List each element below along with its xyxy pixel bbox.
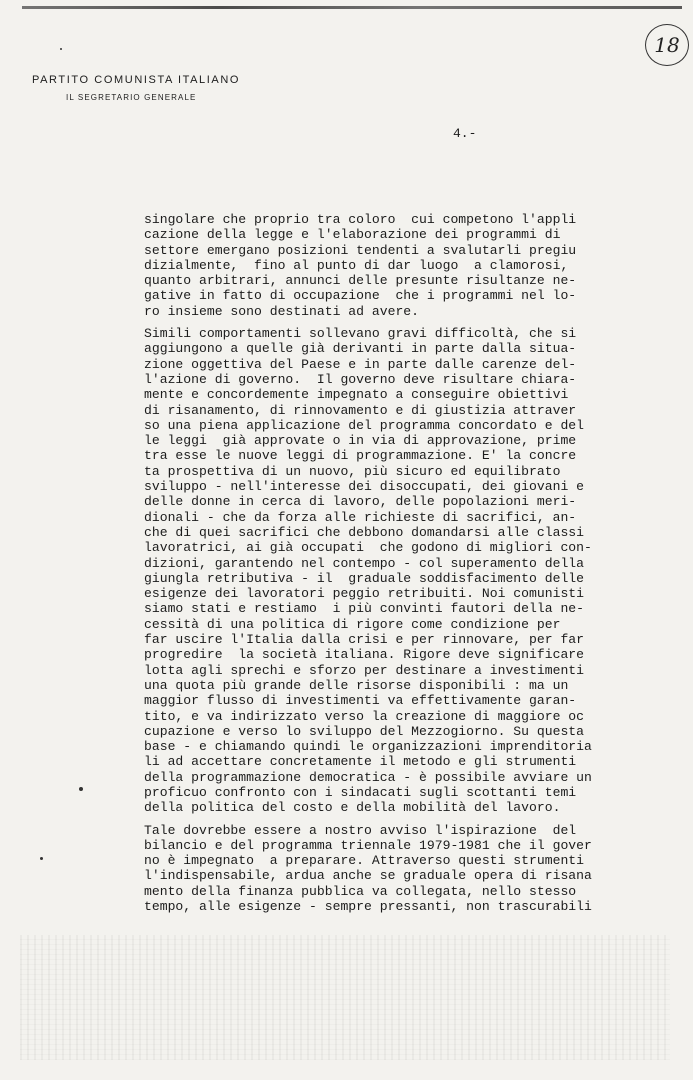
- text-line: maggior flusso di investimenti va effettivamente garan-: [144, 693, 577, 709]
- text-line: gative in fatto di occupazione che i programmi nel lo-: [144, 288, 577, 304]
- text-line: settore emergano posizioni tendenti a svalutarli pregiu: [144, 242, 577, 258]
- text-line: no è impegnato a preparare. Attraverso questi strumenti: [144, 853, 585, 869]
- text-line: cessità di una politica di rigore come condizione per: [144, 616, 561, 632]
- page-stamp: [645, 24, 689, 66]
- text-line: proficuo confronto con i sindacati sugli scottanti temi: [144, 784, 577, 800]
- text-line: lavoratrici, ai già occupati che godono di migliori con-: [144, 540, 592, 556]
- text-line: esigenze dei lavoratori peggio retribuiti. Noi comunisti: [144, 586, 585, 602]
- text-line: mento della finanza pubblica va collegata, nello stesso: [144, 883, 577, 899]
- text-line: ro insieme sono destinati ad avere.: [144, 303, 420, 319]
- body-paragraph: [144, 326, 614, 816]
- text-line: della politica del costo e della mobilità del lavoro.: [144, 800, 561, 816]
- text-line: le leggi già approvate o in via di approvazione, prime: [144, 433, 577, 449]
- scan-speck: [60, 48, 62, 50]
- text-line: li ad accettare concretamente il metodo e gli strumenti: [144, 754, 577, 770]
- text-line: dizialmente, fino al punto di dar luogo a clamorosi,: [144, 257, 569, 273]
- text-line: dizioni, garantendo nel contempo - col superamento della: [144, 555, 585, 571]
- text-line: progredire la società italiana. Rigore deve significare: [144, 647, 585, 663]
- text-line: base - e chiamando quindi le organizzazioni imprenditoria: [144, 739, 592, 755]
- scan-speck: [79, 787, 83, 791]
- text-line: Tale dovrebbe essere a nostro avviso l'ispirazione del: [144, 822, 577, 838]
- text-line: siamo stati e restiamo i più convinti fautori della ne-: [144, 601, 585, 617]
- text-line: cazione della legge e l'elaborazione dei programmi di: [144, 227, 561, 243]
- text-line: far uscire l'Italia dalla crisi e per rinnovare, per far: [144, 632, 585, 648]
- body-paragraph: [144, 823, 614, 915]
- text-line: lotta agli sprechi e sforzo per destinare a investimenti: [144, 662, 585, 678]
- scan-noise-band: [20, 935, 670, 1060]
- text-line: so una piena applicazione del programma concordato e del: [144, 417, 585, 433]
- text-line: l'azione di governo. Il governo deve risultare chiara-: [144, 371, 577, 387]
- text-line: l'indispensabile, ardua anche se graduale opera di risana: [144, 868, 592, 884]
- body-paragraph: [144, 212, 614, 319]
- page-stamp-number: 18: [654, 33, 680, 57]
- text-line: aggiungono a quelle già derivanti in parte dalla situa-: [144, 341, 577, 357]
- text-line: delle donne in cerca di lavoro, delle popolazioni meri-: [144, 494, 577, 510]
- page-number: 4.-: [453, 126, 477, 141]
- text-line: di risanamento, di rinnovamento e di giustizia attraver: [144, 402, 577, 418]
- text-line: della programmazione democratica - è possibile avviare un: [144, 769, 592, 785]
- text-line: tempo, alle esigenze - sempre pressanti, non trascurabili: [144, 899, 592, 915]
- text-line: tra esse le nuove leggi di programmazione. E' la concre: [144, 448, 577, 464]
- text-line: bilancio e del programma triennale 1979-1981 che il gover: [144, 837, 592, 853]
- text-line: ta prospettiva di un nuovo, più sicuro ed equilibrato: [144, 463, 561, 479]
- text-line: Simili comportamenti sollevano gravi difficoltà, che si: [144, 326, 577, 342]
- text-line: cupazione e verso lo sviluppo del Mezzogiorno. Su questa: [144, 723, 585, 739]
- scan-top-rule: [22, 6, 682, 9]
- text-line: sviluppo - nell'interesse dei disoccupati, dei giovani e: [144, 479, 585, 495]
- scan-speck: [40, 857, 43, 860]
- letterhead: [32, 73, 240, 103]
- text-line: dionali - che da forza alle richieste di sacrifici, an-: [144, 509, 577, 525]
- text-line: una quota più grande delle risorse disponibili : ma un: [144, 677, 569, 693]
- letterhead-party: PARTITO COMUNISTA ITALIANO: [32, 74, 241, 86]
- text-line: che di quei sacrifici che debbono domandarsi alle classi: [144, 524, 585, 540]
- text-line: tito, e va indirizzato verso la creazione di maggiore oc: [144, 708, 585, 724]
- letter-body: [144, 212, 614, 914]
- text-line: quanto arbitrari, annunci delle presunte risultanze ne-: [144, 273, 577, 289]
- text-line: mente e concordemente impegnato a conseguire obiettivi: [144, 387, 569, 403]
- text-line: singolare che proprio tra coloro cui competono l'appli: [144, 212, 577, 227]
- text-line: zione oggettiva del Paese e in parte dalle carenze del-: [144, 356, 577, 372]
- letterhead-role: IL SEGRETARIO GENERALE: [66, 93, 197, 102]
- text-line: giungla retributiva - il graduale soddisfacimento delle: [144, 570, 585, 586]
